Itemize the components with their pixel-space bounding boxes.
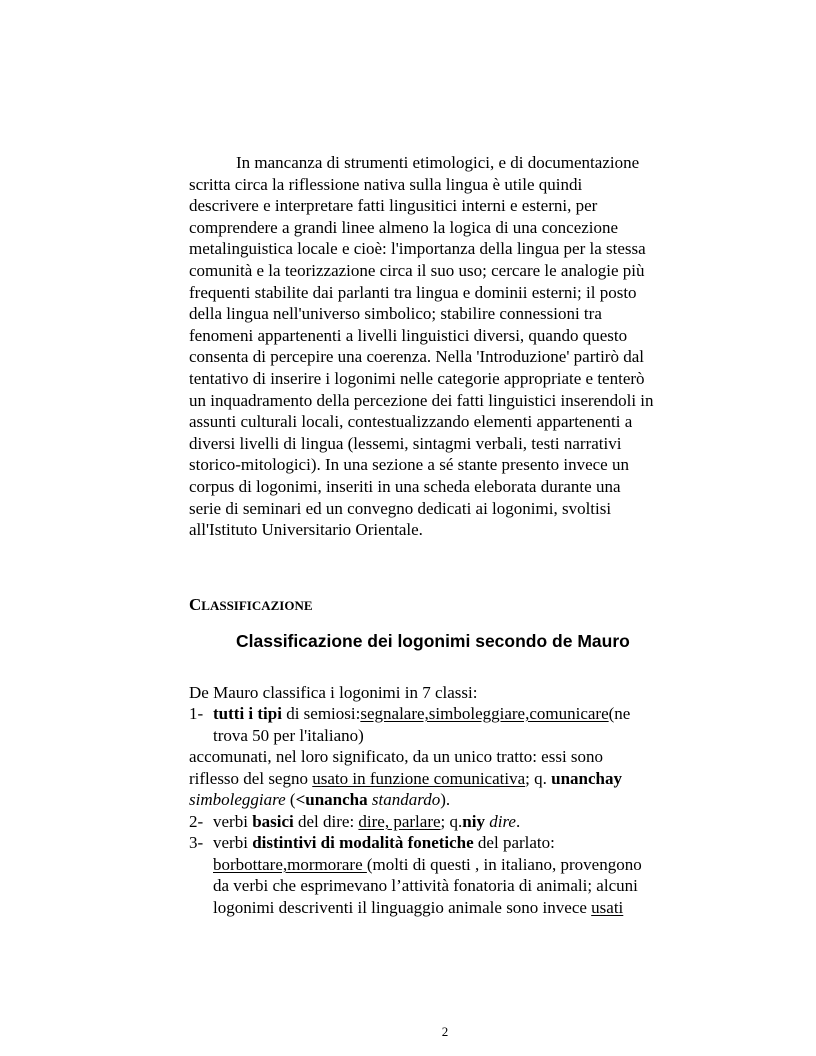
item-2-bold: niy xyxy=(462,812,485,831)
item-2-line xyxy=(213,811,520,833)
item-3-line-4 xyxy=(213,897,623,919)
item-1-line xyxy=(213,703,630,725)
cont-text: ; q. xyxy=(525,769,552,788)
intro-line: serie di seminari ed un convegno dedicati ai logonimi, svoltisi xyxy=(189,499,612,518)
item-1-text: di semiosi: xyxy=(281,704,361,723)
cont-bold: <unancha xyxy=(295,790,368,809)
intro-line: consenta di percepire una coerenza. Nella 'Introduzione' partirò dal xyxy=(189,347,644,366)
item-3-line xyxy=(213,832,555,854)
section-heading-rest: LASSIFICAZIONE xyxy=(201,598,313,613)
item-1-bold: tutti i tipi xyxy=(213,704,282,723)
item-2-bold: basici xyxy=(252,812,294,831)
intro-line: diversi livelli di lingua (lessemi, sintagmi verbali, testi narrativi xyxy=(189,434,622,453)
continuation-line xyxy=(189,789,450,811)
cont-underlined: usato in funzione comunicativa xyxy=(312,769,526,788)
cont-text: ( xyxy=(285,790,296,809)
intro-line: frequenti stabilite dai parlanti tra lingua e dominii esterni; il posto xyxy=(189,283,637,302)
item-3-text: (molti di questi , in italiano, provengono xyxy=(366,855,642,874)
intro-line: comprendere a grandi linee almeno la logica di una concezione xyxy=(189,218,619,237)
cont-text: ). xyxy=(440,790,451,809)
item-3-line-3: da verbi che esprimevano l’attività fonatoria di animali; alcuni xyxy=(213,876,638,895)
cont-text: riflesso del segno xyxy=(189,769,313,788)
intro-line: descrivere e interpretare fatti lingusitici interni e esterni, per xyxy=(189,196,598,215)
continuation-line: accomunati, nel loro significato, da un unico tratto: essi sono xyxy=(189,747,604,766)
cont-bold: unanchay xyxy=(551,769,623,788)
intro-line: assunti culturali locali, contestualizzando elementi appartenenti a xyxy=(189,412,633,431)
cont-italic: standardo xyxy=(367,790,441,809)
intro-line: della lingua nell'universo simbolico; stabilire connessioni tra xyxy=(189,304,602,323)
item-2-text: del dire: xyxy=(293,812,359,831)
item-number: 1- xyxy=(189,704,204,723)
item-3-text: logonimi descriventi il linguaggio animale sono invece xyxy=(213,898,592,917)
intro-line: scritta circa la riflessione nativa sulla lingua è utile quindi xyxy=(189,175,583,194)
item-1-line-2: trova 50 per l'italiano) xyxy=(213,726,364,745)
item-2-italic: dire xyxy=(484,812,516,831)
item-3-line-2 xyxy=(213,854,642,876)
item-3-bold: distintivi di modalità fonetiche xyxy=(252,833,474,852)
item-1-text: (ne xyxy=(608,704,631,723)
item-2-text: ; q. xyxy=(440,812,463,831)
item-3-text: del parlato: xyxy=(473,833,555,852)
item-number: 3- xyxy=(189,833,204,852)
lead-line: De Mauro classifica i logonimi in 7 classi: xyxy=(189,683,478,702)
intro-line: In mancanza di strumenti etimologici, e di documentazione xyxy=(236,153,640,172)
section-heading xyxy=(189,595,313,615)
page-number: 2 xyxy=(441,1024,449,1039)
item-2-text: verbi xyxy=(213,812,253,831)
subheading: Classificazione dei logonimi secondo de Mauro xyxy=(236,631,630,651)
cont-italic: simboleggiare xyxy=(189,790,286,809)
item-1-underlined: segnalare,simboleggiare,comunicare xyxy=(360,704,609,723)
intro-line: all'Istituto Universitario Orientale. xyxy=(189,520,423,539)
item-number: 2- xyxy=(189,812,204,831)
intro-line: storico-mitologici). In una sezione a sé stante presento invece un xyxy=(189,455,629,474)
section-heading-initial: C xyxy=(189,595,202,614)
intro-line: metalinguistica locale e cioè: l'importanza della lingua per la stessa xyxy=(189,239,646,258)
item-2-text: . xyxy=(515,812,521,831)
item-3-underlined: usati xyxy=(591,898,624,917)
item-3-underlined: borbottare,mormorare xyxy=(213,855,367,874)
intro-line: corpus di logonimi, inseriti in una scheda eleborata durante una xyxy=(189,477,621,496)
intro-line: comunità e la teorizzazione circa il suo uso; cercare le analogie più xyxy=(189,261,645,280)
intro-line: fenomeni appartenenti a livelli linguistici diversi, quando questo xyxy=(189,326,628,345)
item-3-text: verbi xyxy=(213,833,253,852)
intro-line: tentativo di inserire i logonimi nelle categorie appropriate e tenterò xyxy=(189,369,645,388)
item-2-underlined: dire, parlare xyxy=(358,812,441,831)
continuation-line xyxy=(189,768,622,790)
intro-line: un inquadramento della percezione dei fatti linguistici inserendoli in xyxy=(189,391,654,410)
